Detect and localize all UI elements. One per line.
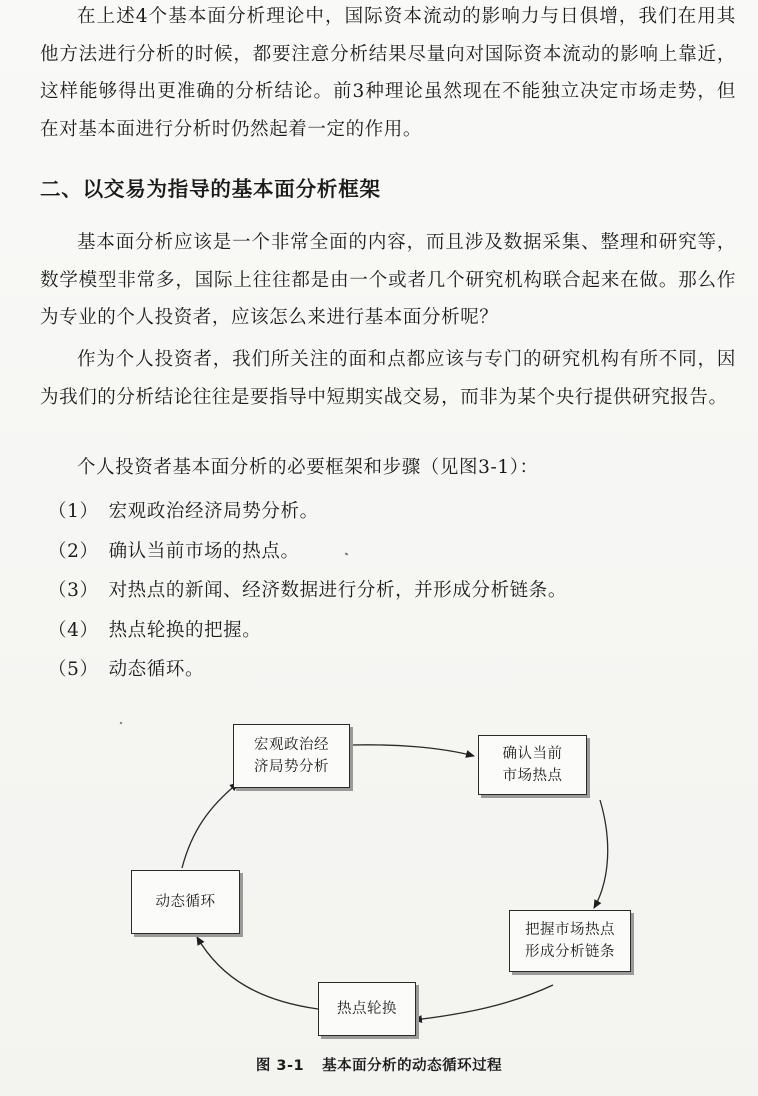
- step-number: （4）: [48, 620, 99, 641]
- paragraph-theory-summary: 在上述4个基本面分析理论中，国际资本流动的影响力与日俱增，我们在用其他方法进行分析的时候，都要注意分析结果尽量向对国际资本流动的影响上靠近，这样能够得出更准确的分析结论。前3种理论虽然现在不能独立决定市场走势，但在对基本面进行分析时仍然起着一定的作用。: [40, 6, 736, 140]
- list-item-step-3: [48, 576, 567, 606]
- section-heading: 二、以交易为指导的基本面分析框架: [40, 177, 381, 201]
- box-analysis-chain: [509, 910, 631, 972]
- step-number: （3）: [48, 580, 99, 601]
- arrow-chain-to-rotation: [414, 985, 553, 1020]
- box-text-line: 动态循环: [155, 894, 216, 910]
- box-text-line: 形成分析链条: [525, 944, 615, 960]
- paragraph-individual-investor: 作为个人投资者，我们所关注的面和点都应该与专门的研究机构有所不同，因为我们的分析结论往往是要指导中短期实战交易，而非为某个央行提供研究报告。: [40, 349, 736, 408]
- arrow-hotspot-to-chain: [594, 800, 608, 908]
- box-confirm-hotspot: [478, 735, 587, 795]
- arrow-rotation-to-cycle: [197, 937, 318, 1009]
- step-number: （1）: [48, 501, 99, 522]
- arrow-macro-to-hotspot: [352, 745, 474, 756]
- step-text: 热点轮换的把握。: [108, 620, 262, 641]
- list-item-step-5: [48, 655, 204, 685]
- box-text-line: 热点轮换: [337, 1001, 397, 1017]
- box-macro-analysis: [233, 724, 350, 788]
- list-item-step-2: [48, 537, 300, 567]
- paragraph-fundamental-scope: 基本面分析应该是一个非常全面的内容，而且涉及数据采集、整理和研究等，数学模型非常多，国际上往往都是由一个或者几个研究机构联合起来在做。那么作为专业的个人投资者，应该怎么来进行基本面分析呢？: [40, 232, 736, 328]
- list-item-step-4: [48, 616, 261, 646]
- figure-number: 图 3-1: [255, 1058, 305, 1074]
- paragraph-framework-intro: 个人投资者基本面分析的必要框架和步骤（见图3-1）：: [77, 457, 539, 478]
- step-number: （5）: [48, 659, 99, 680]
- figure-caption: [0, 1054, 758, 1075]
- box-text-line: 市场热点: [502, 768, 563, 784]
- list-item-step-1: [48, 497, 319, 527]
- figure-title: 基本面分析的动态循环过程: [322, 1058, 503, 1074]
- box-dynamic-cycle: [131, 870, 240, 934]
- scan-speck: [120, 722, 123, 725]
- box-text-line: 济局势分析: [254, 759, 329, 775]
- box-text-line: 宏观政治经: [254, 737, 329, 753]
- box-text-line: 把握市场热点: [525, 922, 615, 938]
- scan-speck: [345, 552, 349, 555]
- step-text: 动态循环。: [108, 659, 205, 680]
- step-text: 确认当前市场的热点。: [108, 541, 300, 562]
- arrow-cycle-to-macro: [182, 783, 238, 868]
- step-number: （2）: [48, 541, 99, 562]
- box-hotspot-rotation: [318, 982, 416, 1036]
- box-text-line: 确认当前: [502, 746, 563, 762]
- step-text: 宏观政治经济局势分析。: [108, 501, 319, 522]
- step-text: 对热点的新闻、经济数据进行分析，并形成分析链条。: [108, 580, 567, 601]
